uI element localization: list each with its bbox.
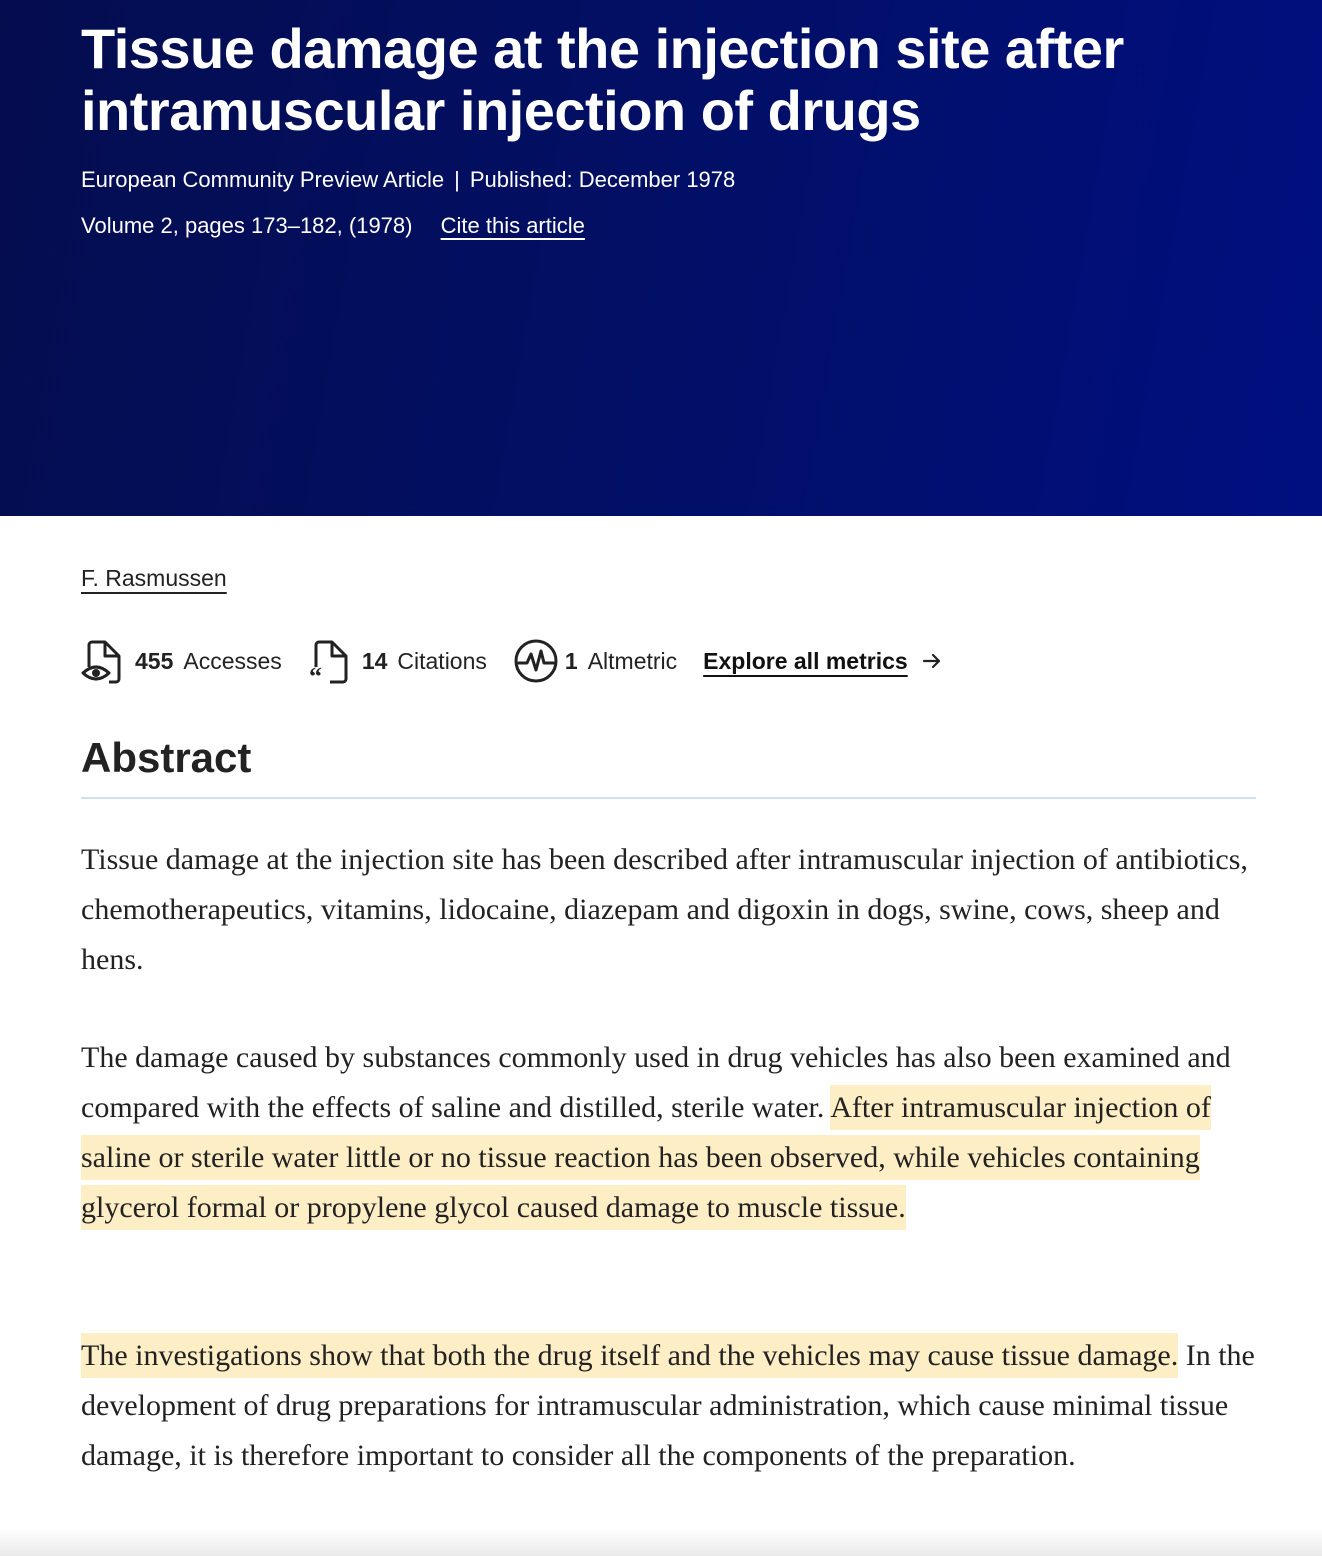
- abstract-paragraph-2: [81, 1033, 1261, 1233]
- published-date: Published: December 1978: [469, 167, 736, 192]
- cite-this-article-link[interactable]: Cite this article: [440, 213, 585, 238]
- metric-citations: [308, 637, 487, 685]
- svg-text:“: “: [308, 662, 322, 685]
- arrow-right-icon: [922, 652, 942, 670]
- author-link[interactable]: F. Rasmussen: [81, 565, 227, 591]
- abstract-text: In the development of drug preparations for intramuscular administration, which cause minimal tissue damage, it is therefore important to consider all the components of the preparation.: [81, 1339, 1255, 1472]
- accesses-count: 455: [135, 647, 174, 674]
- meta-separator: |: [454, 167, 460, 192]
- article-title: Tissue damage at the injection site after intramuscular injection of drugs: [81, 17, 1124, 142]
- accesses-label: Accesses: [183, 647, 282, 674]
- accesses-eye-icon: [81, 637, 125, 685]
- article-meta-row: [81, 166, 735, 194]
- explore-metrics-label: Explore all metrics: [703, 647, 908, 674]
- article-type: European Community Preview Article: [81, 167, 445, 192]
- metric-altmetric: [513, 638, 677, 684]
- abstract-paragraph-1: Tissue damage at the injection site has been described after intramuscular injection of antibiotics, chemotherapeutics, vitamins, lidocaine, diazepam and digoxin in dogs, swine, cows, sheep and hens.: [81, 843, 1248, 976]
- altmetric-count: 1: [564, 647, 578, 674]
- abstract-text: The damage caused by substances commonly used in drug vehicles has also been examined and compared with the effects of saline and distilled, sterile water.: [81, 1041, 1231, 1124]
- citations-quote-icon: [308, 637, 352, 685]
- article-metrics: [81, 636, 942, 686]
- volume-pages: Volume 2, pages 173–182, (1978): [81, 213, 413, 238]
- explore-all-metrics-link[interactable]: [703, 648, 942, 675]
- highlighted-text: The investigations show that both the drug itself and the vehicles may cause tissue damage.: [81, 1333, 1178, 1378]
- abstract-heading: Abstract: [81, 734, 252, 781]
- altmetric-pulse-icon: [513, 638, 559, 684]
- article-header: [0, 0, 1322, 516]
- citations-count: 14: [361, 647, 388, 674]
- highlighted-text: After intramuscular injection of saline or sterile water little or no tissue reaction has been observed, while vehicles containing glycerol formal or propylene glycol caused damage to muscle tissue.: [81, 1085, 1211, 1230]
- section-divider: [81, 797, 1256, 799]
- article-citation-row: [81, 212, 585, 240]
- abstract-paragraph-3: [81, 1331, 1261, 1481]
- citations-label: Citations: [397, 647, 487, 674]
- metric-accesses: [81, 637, 282, 685]
- altmetric-label: Altmetric: [587, 647, 678, 674]
- bottom-fade: [0, 1528, 1322, 1556]
